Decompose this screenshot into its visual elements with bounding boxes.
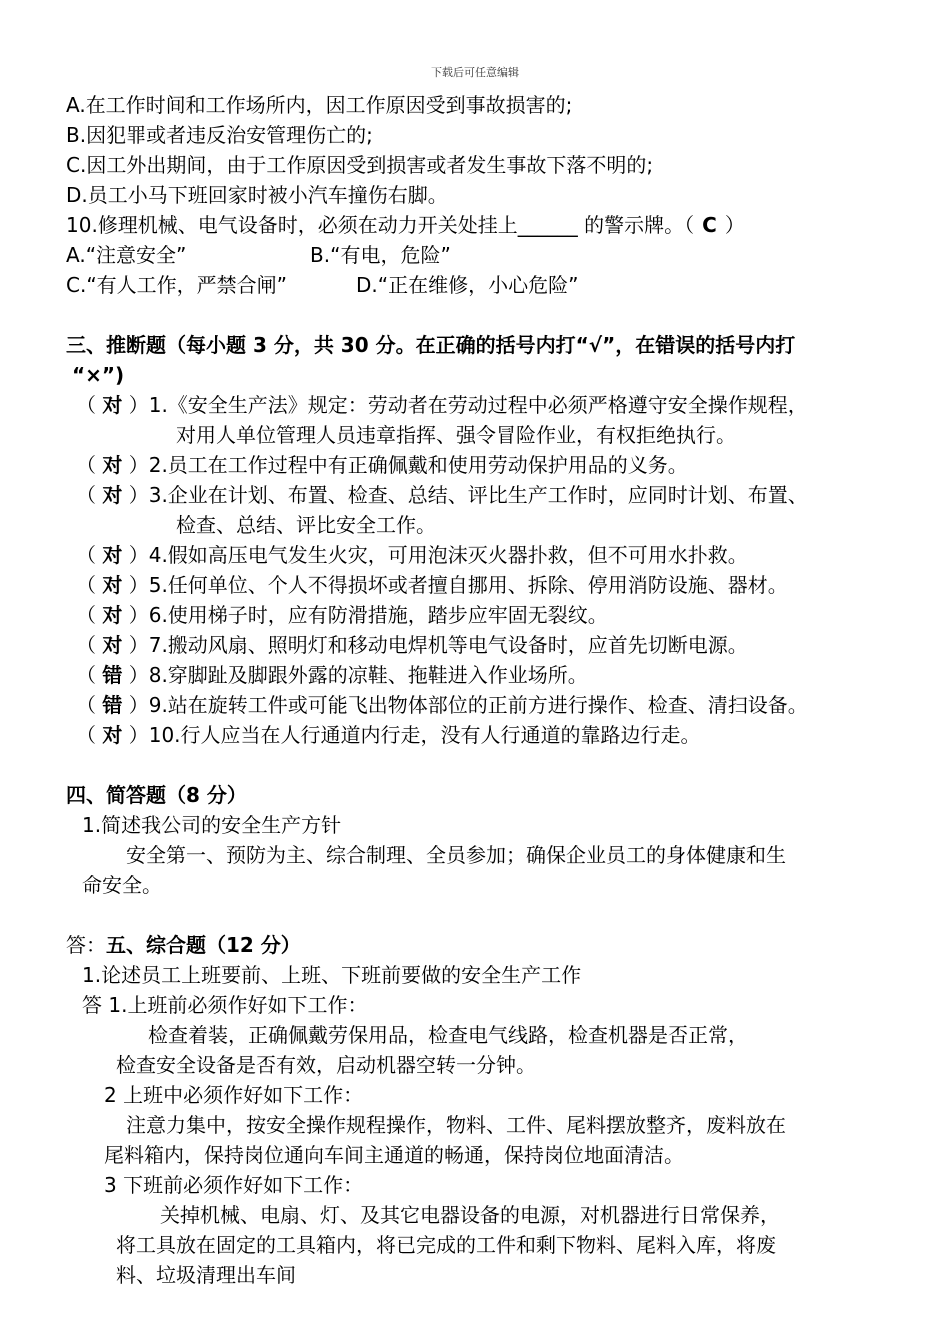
section5-a3-line1: 关掉机械、电扇、灯、及其它电器设备的电源，对机器进行日常保养， bbox=[160, 1203, 780, 1227]
section3-title-cont: “×”) bbox=[72, 363, 125, 387]
section5-a3-head: 3 下班前必须作好如下工作： bbox=[104, 1173, 364, 1197]
q9-option-d: D.员工小马下班回家时被小汽车撞伤右脚。 bbox=[66, 183, 448, 207]
judge-item-4: （ 对 ）4.假如高压电气发生火灾，可用泡沫灭火器扑救，但不可用水扑救。 bbox=[76, 543, 748, 567]
q10-option-b: B.“有电，危险” bbox=[310, 243, 451, 267]
judge-text: 2.员工在工作过程中有正确佩戴和使用劳动保护用品的义务。 bbox=[148, 453, 688, 477]
judge-text: 7.搬动风扇、照明灯和移动电焊机等电气设备时，应首先切断电源。 bbox=[148, 633, 748, 657]
section5-prefix: 答： bbox=[66, 933, 106, 957]
section5-a2-line2: 尾料箱内，保持岗位通向车间主通道的畅通，保持岗位地面清洁。 bbox=[104, 1143, 684, 1167]
section4-answer-line2: 命安全。 bbox=[82, 873, 162, 897]
judge-item-10: （ 对 ）10.行人应当在人行通道内行走，没有人行通道的靠路边行走。 bbox=[76, 723, 701, 747]
page-header: 下载后可任意编辑 bbox=[431, 66, 519, 79]
q10-option-c: C.“有人工作，严禁合闸” bbox=[66, 273, 288, 297]
q9-option-b: B.因犯罪或者违反治安管理伤亡的; bbox=[66, 123, 373, 147]
judge-item-7: （ 对 ）7.搬动风扇、照明灯和移动电焊机等电气设备时，应首先切断电源。 bbox=[76, 633, 748, 657]
judge-mark: 错 bbox=[102, 663, 123, 687]
section5-a2-head: 2 上班中必须作好如下工作： bbox=[104, 1083, 364, 1107]
judge-item-9: （ 错 ）9.站在旋转工件或可能飞出物体部位的正前方进行操作、检查、清扫设备。 bbox=[76, 693, 808, 717]
judge-mark: 对 bbox=[102, 453, 123, 477]
q9-option-c: C.因工外出期间，由于工作原因受到损害或者发生事故下落不明的; bbox=[66, 153, 654, 177]
q10-option-d: D.“正在维修，小心危险” bbox=[356, 273, 579, 297]
section3-title: 三、推断题（每小题 3 分，共 30 分。在正确的括号内打“√”，在错误的括号内打 bbox=[66, 333, 796, 357]
judge-mark: 错 bbox=[102, 693, 123, 717]
section5-title-row bbox=[66, 930, 301, 960]
judge-item-6: （ 对 ）6.使用梯子时，应有防滑措施，踏步应牢固无裂纹。 bbox=[76, 603, 608, 627]
judge-item-1: （ 对 ）1.《安全生产法》规定：劳动者在劳动过程中必须严格遵守安全操作规程， bbox=[76, 393, 808, 417]
judge-text: 4.假如高压电气发生火灾，可用泡沫灭火器扑救，但不可用水扑救。 bbox=[148, 543, 748, 567]
section5-a1-line1: 检查着装，正确佩戴劳保用品，检查电气线路，检查机器是否正常， bbox=[148, 1023, 748, 1047]
q10-stem bbox=[66, 210, 745, 240]
judge-item-2: （ 对 ）2.员工在工作过程中有正确佩戴和使用劳动保护用品的义务。 bbox=[76, 453, 688, 477]
q9-option-a: A.在工作时间和工作场所内，因工作原因受到事故损害的; bbox=[66, 93, 573, 117]
section5-question: 1.论述员工上班要前、上班、下班前要做的安全生产工作 bbox=[82, 963, 582, 987]
section5-a2-line1: 注意力集中，按安全操作规程操作，物料、工件、尾料摆放整齐，废料放在 bbox=[126, 1113, 786, 1137]
judge-mark: 对 bbox=[102, 633, 123, 657]
judge-mark: 对 bbox=[102, 573, 123, 597]
section5-a3-line3: 料、垃圾清理出车间 bbox=[116, 1263, 296, 1287]
judge-mark: 对 bbox=[102, 543, 123, 567]
judge-text: 10.行人应当在人行通道内行走，没有人行通道的靠路边行走。 bbox=[148, 723, 701, 747]
q10-option-a: A.“注意安全” bbox=[66, 243, 187, 267]
judge-item-3-cont: 检查、总结、评比安全工作。 bbox=[176, 513, 436, 537]
section4-question: 1.简述我公司的安全生产方针 bbox=[82, 813, 342, 837]
judge-mark: 对 bbox=[102, 483, 123, 507]
judge-text: 5.任何单位、个人不得损坏或者擅自挪用、拆除、停用消防设施、器材。 bbox=[148, 573, 788, 597]
q10-answer: C bbox=[702, 213, 717, 237]
q10-close-paren: ） bbox=[724, 213, 745, 237]
judge-mark: 对 bbox=[102, 723, 123, 747]
section4-answer-line1: 安全第一、预防为主、综合制理、全员参加；确保企业员工的身体健康和生 bbox=[126, 843, 786, 867]
judge-item-8: （ 错 ）8.穿脚趾及脚跟外露的凉鞋、拖鞋进入作业场所。 bbox=[76, 663, 588, 687]
judge-item-5: （ 对 ）5.任何单位、个人不得损坏或者擅自挪用、拆除、停用消防设施、器材。 bbox=[76, 573, 788, 597]
section5-a1-head: 答 1.上班前必须作好如下工作： bbox=[82, 993, 368, 1017]
section5-a3-line2: 将工具放在固定的工具箱内，将已完成的工件和剩下物料、尾料入库，将废 bbox=[116, 1233, 776, 1257]
judge-text: 9.站在旋转工件或可能飞出物体部位的正前方进行操作、检查、清扫设备。 bbox=[148, 693, 808, 717]
judge-text: 3.企业在计划、布置、检查、总结、评比生产工作时，应同时计划、布置、 bbox=[148, 483, 808, 507]
q10-text: 10.修理机械、电气设备时，必须在动力开关处挂上______ 的警示牌。（ bbox=[66, 213, 695, 237]
section4-title: 四、简答题（8 分） bbox=[66, 783, 247, 807]
judge-item-1-cont: 对用人单位管理人员违章指挥、强令冒险作业，有权拒绝执行。 bbox=[176, 423, 736, 447]
judge-text: 1.《安全生产法》规定：劳动者在劳动过程中必须严格遵守安全操作规程， bbox=[148, 393, 808, 417]
section5-title: 五、综合题（12 分） bbox=[106, 933, 301, 957]
judge-item-3: （ 对 ）3.企业在计划、布置、检查、总结、评比生产工作时，应同时计划、布置、 bbox=[76, 483, 808, 507]
judge-mark: 对 bbox=[102, 393, 123, 417]
judge-text: 8.穿脚趾及脚跟外露的凉鞋、拖鞋进入作业场所。 bbox=[148, 663, 588, 687]
judge-text: 6.使用梯子时，应有防滑措施，踏步应牢固无裂纹。 bbox=[148, 603, 608, 627]
section5-a1-line2: 检查安全设备是否有效，启动机器空转一分钟。 bbox=[116, 1053, 536, 1077]
judge-mark: 对 bbox=[102, 603, 123, 627]
